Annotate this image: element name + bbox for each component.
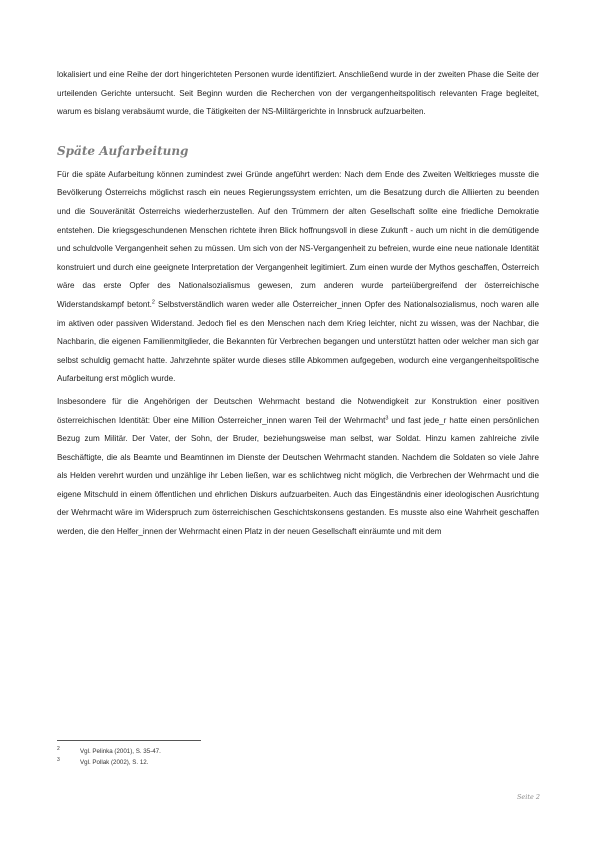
footnote-divider (57, 740, 201, 741)
section-heading: Späte Aufarbeitung (57, 143, 189, 158)
footnote-text: Vgl. Pollak (2002), S. 12. (80, 759, 149, 766)
footnote-text: Vgl. Pelinka (2001), S. 35-47. (80, 748, 161, 755)
paragraph-2-part-a: Für die späte Aufarbeitung können zumindest zwei Gründe angeführt werden: Nach dem Ende des Zweiten Weltkrieges musste die Bevölkerung Österreichs möglichst rasch ein neues Regierungssystem errichten, um die Besatzung durch die Alliierten zu beenden und die Souveränität Österreichs wiederherzustellen. Auf den Trümmern der alten Gesellschaft sollte eine friedliche Demokratie entstehen. Die kriegsgeschundenen Menschen richtete ihren Blick hoffnungsvoll in diese Zukunft - auch um nicht in die demütigende und schuldvolle Vergangenheit sehen zu müssen. Um sich von der NS-Vergangenheit zu befreien, wurde eine neue nationale Identität konstruiert und durch eine geeignete Interpretation der Vergangenheit legitimiert. Zum einen wurde der Mythos geschaffen, Österreich wäre das erste Opfer des Nationalsozialismus gewesen, zum anderen wurde parteiübergreifend der österreichische Widerstandskampf betont. (57, 169, 539, 309)
paragraph-2 (57, 166, 539, 389)
body-text (57, 66, 539, 542)
footnote-ref-3[interactable]: 3 (385, 414, 389, 421)
footnote-number: 2 (57, 746, 60, 752)
footnote-ref-2[interactable]: 2 (151, 299, 155, 306)
footnote-2 (57, 746, 539, 757)
paragraph-2-part-b: Selbstverständlich waren weder alle Österreicher_innen Opfer des Nationalsozialismus, noch waren alle im aktiven oder passiven Widerstand. Jedoch fiel es den Menschen nach dem Krieg leichter, nicht zu wissen, was der Nachbar, die Nachbarin, die eigenen Familienmitglieder, die Bekannten für Verbrechen begangen und unterstützt hatten oder welcher man sich gar selbst schuldig gemacht hatte. Jahrzehnte später wurde dieses stille Abkommen aufgegeben, wodurch eine vergangenheitspolitische Aufarbeitung erst möglich wurde. (57, 299, 539, 384)
footnote-number: 3 (57, 757, 60, 763)
footnote-3 (57, 757, 539, 768)
page-number: Seite 2 (516, 793, 540, 801)
paragraph-1: lokalisiert und eine Reihe der dort hingerichteten Personen wurde identifiziert. Anschließend wurde in der zweiten Phase die Seite der urteilenden Gerichte untersucht. Seit Beginn wurden die Recherchen von der vergangenheitspolitisch relevanten Frage begleitet, warum es bislang verabsäumt wurde, die Tätigkeiten der NS-Militärgerichte in Innsbruck aufzuarbeiten. (57, 70, 539, 117)
paragraph-3 (57, 393, 539, 542)
footnotes (57, 746, 539, 768)
paragraph-3-part-a: Insbesondere für die Angehörigen der Deutschen Wehrmacht bestand die Notwendigkeit zur Konstruktion einer positiven österreichischen Identität: Über eine Million Österreicher_innen waren Teil der Wehrmacht (57, 396, 539, 425)
paragraph-3-part-b: und fast jede_r hatte einen persönlichen Bezug zum Militär. Der Vater, der Sohn, der Bruder, beziehungsweise man selbst, war Soldat. Hinzu kamen zahlreiche zivile Beschäftigte, die als Beamte und Beamtinnen im Dienste der Deutschen Wehrmacht standen. Nachdem die Soldaten so viele Jahre als Helden verehrt wurden und unzählige ihr Leben ließen, war es schlichtweg nicht möglich, die Verbrechen der Wehrmacht und die eigene Mitschuld in einem öffentlichen und ehrlichen Diskurs aufzuarbeiten. Auch das Eingeständnis einer ideologischen Ausrichtung der Wehrmacht wäre im Widerspruch zum österreichischen Geschichtskonsens gestanden. Es musste also eine Wahrheit geschaffen werden, die den Helfer_innen der Wehrmacht einen Platz in der neuen Gesellschaft einräumte und mit dem (57, 415, 539, 537)
